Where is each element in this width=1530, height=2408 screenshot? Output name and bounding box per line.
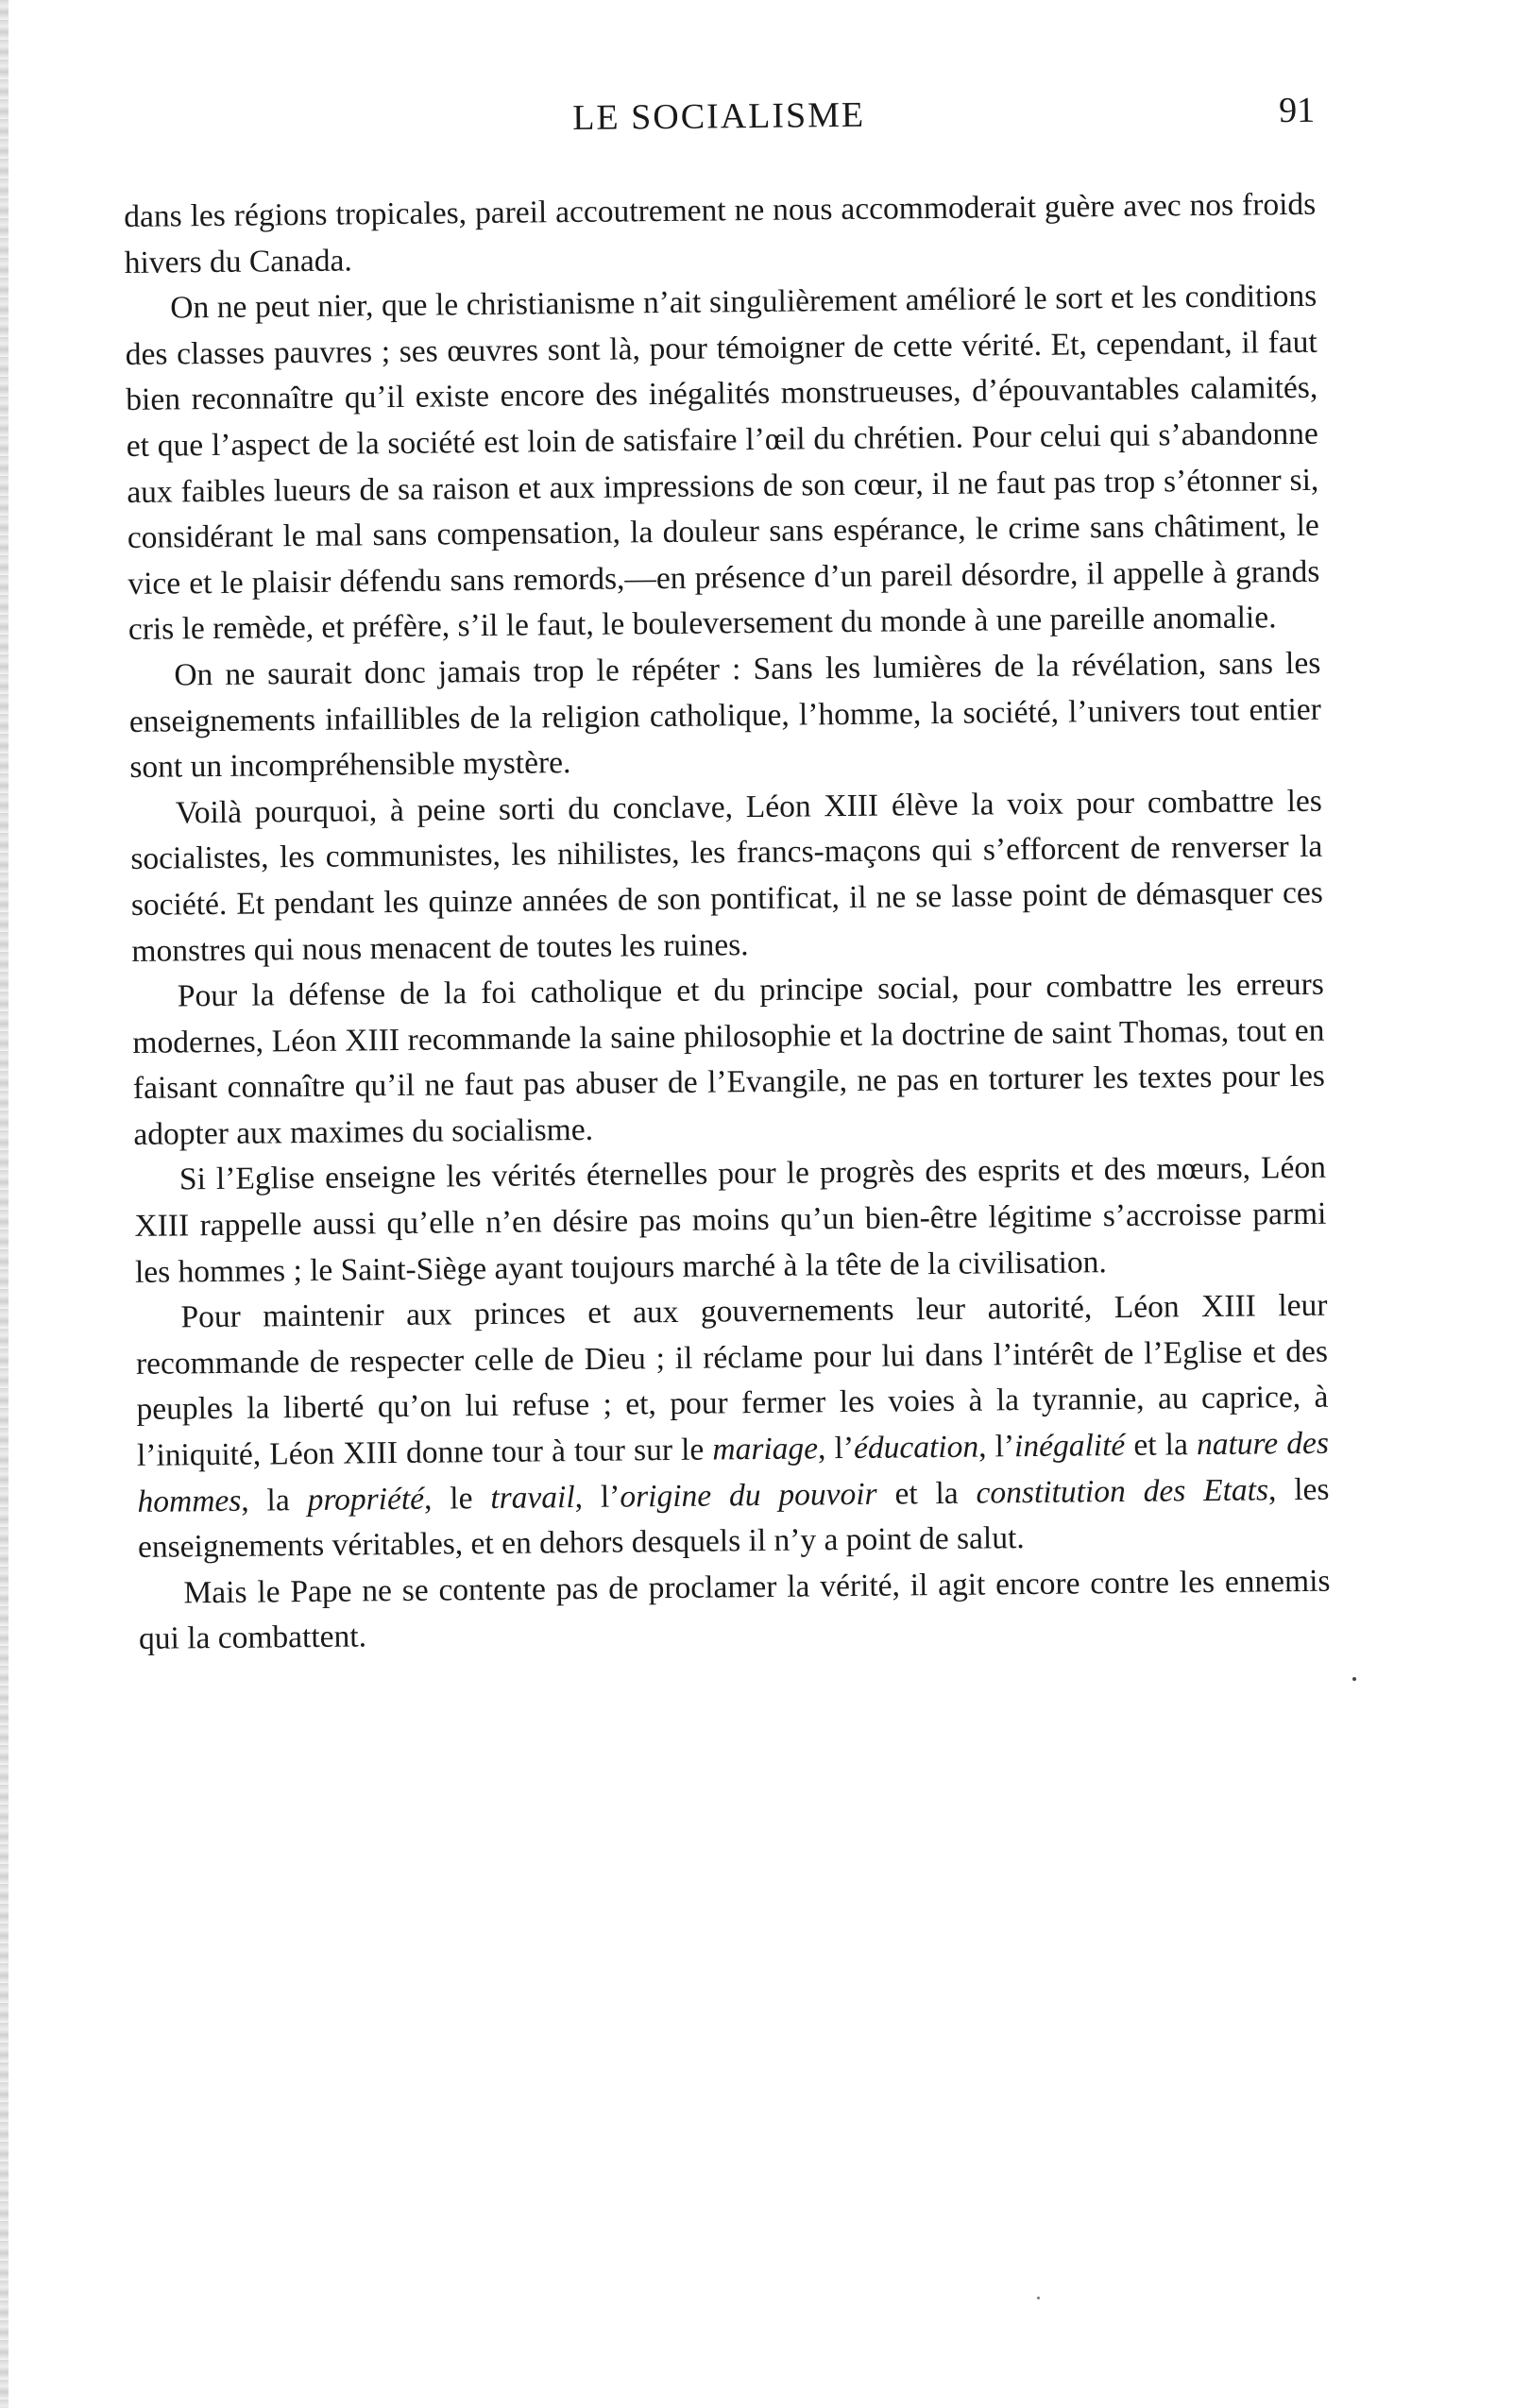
- paragraph-text: , les enseignements véritables, et en dehors desquels il n’y a point de salut.: [137, 1471, 1330, 1566]
- paragraph-text: , l’: [817, 1431, 855, 1467]
- page-number: 91: [1278, 90, 1316, 131]
- paragraph-8: [138, 1559, 1331, 1663]
- paragraph-7: [135, 1283, 1330, 1571]
- paragraph-text: et la: [1125, 1427, 1198, 1463]
- italic-term-mariage: mariage: [712, 1431, 819, 1467]
- paragraph-5: [132, 962, 1326, 1159]
- italic-term-nature-des-hommes: nature des hommes: [137, 1425, 1330, 1519]
- paragraph-text: On ne peut nier, que le christianisme n’ait singulièrement amélioré le sort et les conditions des classes pauvres ; ses œuvres sont là, pour témoigner de cette vérité. Et, cependant, il faut bien reconnaître qu’il existe encore des inégalités monstrueuses, d’épouvantables calamités, et que l’aspect de la société est loin de satisfaire l’œil du chrétien. Pour celui qui s’abandonne aux faibles lueurs de sa raison et aux impressions de son cœur, il ne faut pas trop s’étonner si, considérant le mal sans compensation, la douleur sans espérance, le crime sans châtiment, le vice et le plaisir défendu sans remords,—en présence d’un pareil désordre, il appelle à grands cris le remède, et préfère, s’il le faut, le bouleversement du monde à une pareille anomalie.: [125, 278, 1320, 648]
- paragraph-4: [130, 778, 1324, 975]
- italic-term-constitution-des-etats: constitution des Etats: [976, 1472, 1269, 1511]
- paragraph-2: [125, 274, 1320, 653]
- paragraph-text: et la: [876, 1475, 977, 1512]
- print-speck: [1352, 1677, 1356, 1681]
- paragraph-text: On ne saurait donc jamais trop le répéter : Sans les lumières de la révélation, sans les enseignements infaillibles de la religion catholique, l’homme, la société, l’univers tout entier sont un incompréhensible mystère.: [128, 645, 1321, 786]
- paragraph-text: , le: [423, 1480, 491, 1517]
- paragraph-1: [124, 182, 1317, 286]
- paragraph-text: , la: [241, 1482, 308, 1518]
- print-speck: [1037, 2297, 1040, 2299]
- paragraph-text: Mais le Pape ne se contente pas de proclamer la vérité, il agit encore contre les ennemis qui la combattent.: [138, 1563, 1331, 1657]
- italic-term-travail: travail: [490, 1479, 575, 1516]
- paragraph-6: [134, 1145, 1327, 1296]
- paragraph-text: Si l’Eglise enseigne les vérités éternelles pour le progrès des esprits et des mœurs, Léon XIII rappelle aussi qu’elle n’en désire pas moins qu’un bien-être légitime s’accroisse parmi les hommes ; le Saint-Siège ayant toujours marché à la tête de la civilisation.: [134, 1150, 1327, 1290]
- paragraph-3: [128, 641, 1321, 791]
- running-title: LE SOCIALISME: [572, 94, 866, 139]
- paragraph-text: Pour la défense de la foi catholique et du principe social, pour combattre les erreurs modernes, Léon XIII recommande la saine philosophie et la doctrine de saint Thomas, tout en faisant connaître qu’il ne faut pas abuser de l’Evangile, ne pas en torturer les textes pour les adopter aux maximes du socialisme.: [132, 966, 1326, 1152]
- paragraph-text: Pour maintenir aux princes et aux gouvernements leur autorité, Léon XIII leur recommande de respecter celle de Dieu ; il réclame pour lui dans l’intérêt de l’Eglise et des peuples la liberté qu’on lui refuse ; et, pour fermer les voies à la tyrannie, au caprice, à l’iniquité, Léon XIII donne tour à tour sur le: [135, 1287, 1329, 1473]
- book-page: [123, 90, 1331, 1663]
- italic-term-inegalite: inégalité: [1013, 1427, 1126, 1465]
- page-binding-edge: [0, 0, 8, 2408]
- paragraph-text: , l’: [574, 1479, 620, 1515]
- body-text: [124, 182, 1331, 1663]
- italic-term-propriete: propriété: [307, 1481, 425, 1518]
- paragraph-text: Voilà pourquoi, à peine sorti du conclave, Léon XIII élève la voix pour combattre les socialistes, les communistes, les nihilistes, les francs-maçons qui s’efforcent de renverser la société. Et pendant les quinze années de son pontificat, il ne se lasse point de démasquer ces monstres qui nous menacent de toutes les ruines.: [130, 783, 1324, 969]
- paragraph-text: , l’: [978, 1429, 1015, 1465]
- italic-term-origine-du-pouvoir: origine du pouvoir: [620, 1476, 877, 1515]
- paragraph-text: dans les régions tropicales, pareil accoutrement ne nous accommoderait guère avec nos froids hivers du Canada.: [124, 186, 1317, 280]
- running-head: [123, 90, 1316, 162]
- italic-term-education: éducation: [853, 1429, 979, 1467]
